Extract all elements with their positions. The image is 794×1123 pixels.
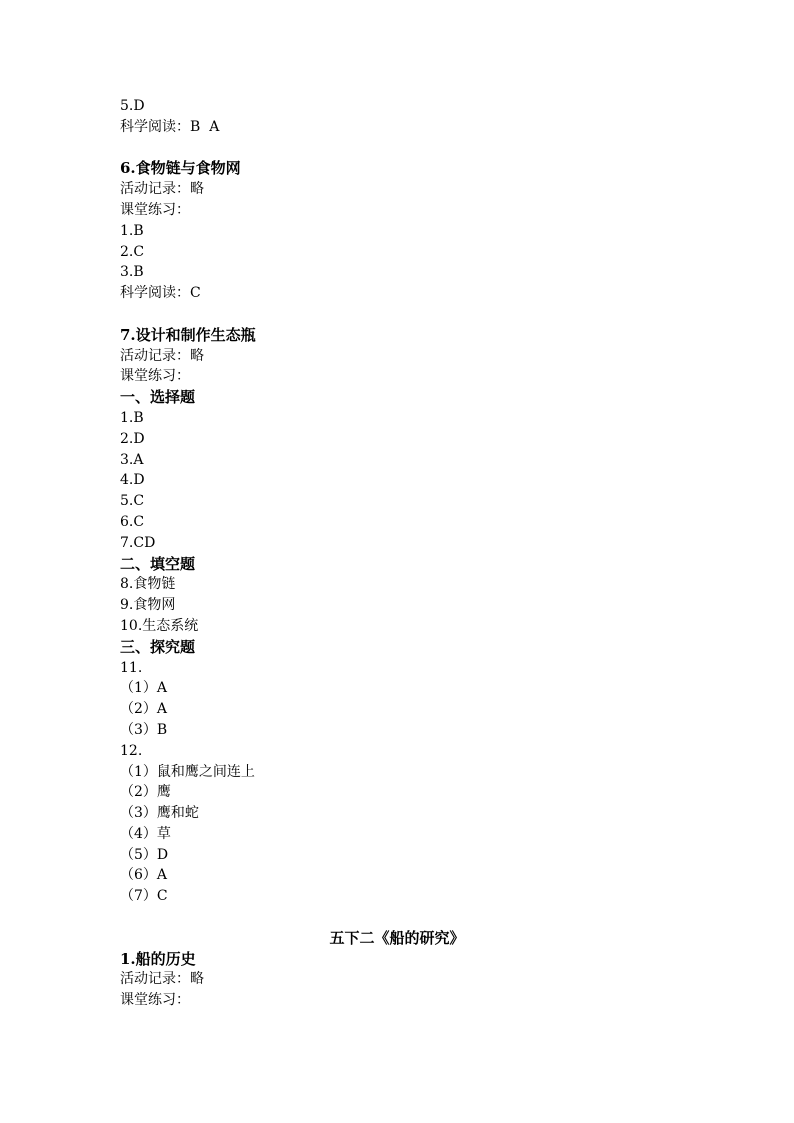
part-title: 三、探究题 [120,637,196,656]
question-number: 11. [120,659,143,676]
section-title: 7.设计和制作生态瓶 [120,325,256,344]
practice-label: 课堂练习： [120,201,190,218]
answer-line: 6.C [120,513,145,530]
spacer [120,304,680,325]
sub-answer-line: （1）A [120,680,168,697]
unit-heading: 五下二《船的研究》 [329,928,465,947]
activity-record-line: 活动记录：略 [120,971,204,988]
sub-answer-line: （3）鹰和蛇 [120,805,199,822]
answer-line: 2.C [120,243,145,260]
sub-answer-line: （3）B [120,721,168,738]
answer-line: 3.A [120,451,144,468]
sub-answer-line: （1）鼠和鹰之间连上 [120,763,255,780]
sub-answer-line: （2）鹰 [120,784,171,801]
sub-answer-line: （6）A [120,867,168,884]
sub-answer-line: （4）草 [120,825,171,842]
answer-line: 7.CD [120,534,156,551]
answer-line: 8.食物链 [120,576,176,593]
activity-record-line: 活动记录：略 [120,181,204,198]
answer-line: 10.生态系统 [120,617,199,634]
answer-line: 1.B [120,222,144,239]
spacer [120,907,680,928]
section-title: 6.食物链与食物网 [120,159,241,178]
practice-label: 课堂练习： [120,992,190,1009]
science-reading-line: 科学阅读：B A [120,118,220,135]
answer-line: 3.B [120,264,144,281]
answer-line: 4.D [120,472,145,489]
part-title: 一、选择题 [120,388,196,407]
science-reading-line: 科学阅读：C [120,285,201,302]
spacer [120,138,680,159]
answer-line: 2.D [120,430,145,447]
sub-answer-line: （7）C [120,888,168,905]
practice-label: 课堂练习： [120,368,190,385]
answer-line: 9.食物网 [120,597,176,614]
answer-line: 1.B [120,409,144,426]
sub-answer-line: （2）A [120,701,168,718]
section-title: 1.船的历史 [120,949,196,968]
answer-line: 5.D [120,98,145,114]
answer-line: 5.C [120,493,145,510]
question-number: 12. [120,742,143,759]
answer-document [120,96,680,1011]
activity-record-line: 活动记录：略 [120,347,204,364]
part-title: 二、填空题 [120,554,196,573]
sub-answer-line: （5）D [120,846,169,863]
